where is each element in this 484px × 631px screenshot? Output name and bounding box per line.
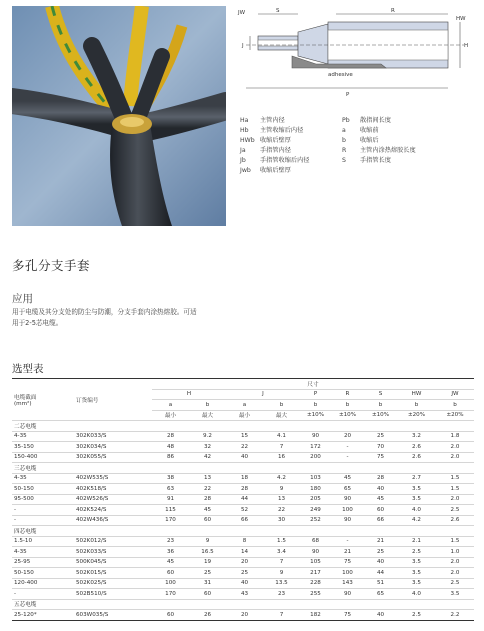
dimension-cell: 2.5	[397, 610, 436, 621]
dimension-cell: 3.5	[397, 578, 436, 589]
sub-header-limit: ±10%	[364, 410, 397, 421]
dimension-cell: 23	[152, 536, 189, 547]
dimension-cell: -	[331, 536, 364, 547]
dimension-cell: 45	[364, 494, 397, 505]
dimension-cell: 1.5	[436, 473, 474, 484]
cable-size-cell: 25-120*	[12, 610, 74, 621]
dimension-cell: 217	[300, 568, 331, 579]
order-number-cell: 302K034/S	[74, 442, 152, 453]
order-number-cell: 502K015/S	[74, 568, 152, 579]
sub-header-limit: 最大	[189, 410, 226, 421]
col-order-header: 订货编号	[74, 379, 152, 421]
dimension-cell: 28	[226, 484, 263, 495]
dim-header: P	[300, 389, 331, 400]
dimension-cell: 3.5	[436, 589, 474, 600]
table-row	[12, 568, 474, 579]
legend-row	[240, 146, 470, 156]
dimension-cell: 25	[189, 568, 226, 579]
label-hw: HW	[456, 16, 466, 22]
dimension-cell: 23	[263, 589, 300, 600]
table-row	[12, 589, 474, 600]
legend-row	[240, 116, 470, 126]
dimension-cell: 143	[331, 578, 364, 589]
table-row	[12, 484, 474, 495]
order-number-cell: 502B510/S	[74, 589, 152, 600]
dimension-cell: 4.2	[263, 473, 300, 484]
dimension-cell: 2.0	[436, 557, 474, 568]
dimension-cell: 45	[189, 505, 226, 516]
cable-size-cell: 95-500	[12, 494, 74, 505]
legend-abbr: S	[342, 157, 346, 165]
dimension-cell: 180	[300, 484, 331, 495]
selection-table-heading: 选型表	[12, 363, 44, 375]
dimension-cell: 19	[189, 557, 226, 568]
dimension-cell: 45	[331, 473, 364, 484]
dimension-cell: 63	[152, 484, 189, 495]
dimension-cell: 68	[300, 536, 331, 547]
order-number-cell: 402W526/S	[74, 494, 152, 505]
legend-desc: 散指间长度	[360, 117, 391, 124]
table-body	[12, 379, 474, 621]
dimension-cell: 2.1	[397, 536, 436, 547]
legend-desc: 主管内径	[260, 117, 285, 124]
order-number-cell: 500K045/S	[74, 557, 152, 568]
order-number-cell: 603W035/S	[74, 610, 152, 621]
dimension-cell: 16.5	[189, 547, 226, 558]
dimension-cell: 90	[300, 431, 331, 442]
dimension-cell: 13.5	[263, 578, 300, 589]
dimension-cell: 21	[331, 547, 364, 558]
label-p: P	[346, 92, 350, 98]
table-row	[12, 557, 474, 568]
dimension-cell: 65	[364, 589, 397, 600]
dimension-cell: 91	[152, 494, 189, 505]
dimension-cell: 3.5	[397, 484, 436, 495]
col-cable-label: 电缆截面	[14, 394, 37, 401]
dimension-cell: 51	[364, 578, 397, 589]
dimension-cell: 3.4	[263, 547, 300, 558]
dimension-cell: 2.2	[436, 610, 474, 621]
dimension-cell: 2.0	[436, 494, 474, 505]
sub-header-ab: a	[152, 400, 189, 411]
dimension-cell: 70	[364, 442, 397, 453]
dimension-cell: -	[331, 442, 364, 453]
cable-size-cell: 4-35	[12, 547, 74, 558]
sleeve-dimension-diagram	[236, 6, 474, 106]
dimension-cell: 4.0	[397, 589, 436, 600]
dimension-cell: 60	[189, 515, 226, 526]
dimension-cell: 20	[226, 557, 263, 568]
order-number-cell: 502K012/S	[74, 536, 152, 547]
dimension-cell: 4.0	[397, 505, 436, 516]
dimension-cell: 170	[152, 589, 189, 600]
dimension-cell: 1.5	[436, 484, 474, 495]
dimension-cell: 75	[364, 452, 397, 463]
dim-header: R	[331, 389, 364, 400]
dimension-cell: 2.0	[436, 568, 474, 579]
dimension-cell: 31	[189, 578, 226, 589]
application-line: 用于电缆及其分支处的防尘与防潮，分支手套内涂热熔胶。可适	[12, 308, 197, 316]
legend-desc: 手指管长度	[360, 157, 391, 165]
sub-header-ab: b	[397, 400, 436, 411]
legend-abbr: Ja	[240, 147, 246, 155]
dimension-cell: 25	[364, 431, 397, 442]
application-line: 用于2-5芯电缆。	[12, 318, 63, 327]
dimension-cell: 1.5	[263, 536, 300, 547]
dimension-cell: 4.2	[397, 515, 436, 526]
sub-header-limit: ±10%	[300, 410, 331, 421]
dimension-cell: 60	[152, 610, 189, 621]
dimension-cell: 66	[364, 515, 397, 526]
legend-desc: 主管内涂热熔胶长度	[360, 147, 416, 155]
dimension-cell: 2.6	[397, 452, 436, 463]
selection-table	[12, 378, 474, 621]
dimension-cell: 103	[300, 473, 331, 484]
dimension-cell: 100	[331, 505, 364, 516]
dimension-cell: 2.7	[397, 473, 436, 484]
dimension-cell: 1.0	[436, 547, 474, 558]
dimension-cell: 43	[226, 589, 263, 600]
table-row	[12, 431, 474, 442]
legend-desc: 收缩后壁厚	[260, 137, 291, 145]
legend-desc: 手指管收缩后内径	[260, 157, 310, 165]
dimension-cell: 205	[300, 494, 331, 505]
dimension-cell: 86	[152, 452, 189, 463]
dimension-cell: 13	[263, 494, 300, 505]
legend-desc: 手指管内径	[260, 147, 291, 155]
dimension-cell: 8	[226, 536, 263, 547]
sub-header-ab: b	[189, 400, 226, 411]
cable-size-cell: 4-35	[12, 473, 74, 484]
dimension-cell: 3.5	[397, 568, 436, 579]
cable-size-cell: 25-95	[12, 557, 74, 568]
dimension-cell: 9	[263, 568, 300, 579]
dimension-cell: 2.0	[436, 452, 474, 463]
legend-abbr: Jwb	[240, 167, 251, 175]
sub-header-limit: 最小	[152, 410, 189, 421]
order-number-cell: 502K033/S	[74, 547, 152, 558]
dimension-cell: 9	[263, 484, 300, 495]
dimension-cell: 2.0	[436, 442, 474, 453]
dimension-cell: 2.5	[436, 578, 474, 589]
legend-row	[240, 126, 470, 136]
legend-abbr: b	[342, 137, 346, 145]
group-label: 三芯电缆	[12, 463, 474, 474]
dimension-cell: 252	[300, 515, 331, 526]
dimension-cell: 40	[364, 610, 397, 621]
cable-size-cell: -	[12, 515, 74, 526]
dimension-cell: 45	[152, 557, 189, 568]
table-row	[12, 610, 474, 621]
dimension-cell: 32	[189, 442, 226, 453]
product-photo	[12, 6, 226, 226]
dimension-cell: 40	[364, 557, 397, 568]
col-cable-unit: (mm²)	[14, 400, 32, 407]
order-number-cell: 402K524/S	[74, 505, 152, 516]
dimension-cell: 25	[364, 547, 397, 558]
group-row	[12, 526, 474, 537]
order-number-cell: 502K025/S	[74, 578, 152, 589]
col-dims-header: 尺寸	[152, 379, 474, 390]
sub-header-limit: ±10%	[331, 410, 364, 421]
dimension-cell: 75	[331, 557, 364, 568]
legend-row	[240, 136, 470, 146]
dimension-cell: 38	[152, 473, 189, 484]
sub-header-ab: b	[300, 400, 331, 411]
label-r: R	[391, 8, 395, 14]
cable-size-cell: 150-400	[12, 452, 74, 463]
group-row	[12, 599, 474, 610]
dimension-cell: 90	[331, 589, 364, 600]
sub-header-ab: b	[436, 400, 474, 411]
dimension-cell: 26	[189, 610, 226, 621]
sub-header-limit: ±20%	[436, 410, 474, 421]
dimension-cell: 9	[189, 536, 226, 547]
table-row	[12, 536, 474, 547]
legend-abbr: HWb	[240, 137, 255, 145]
dimension-cell: 75	[331, 610, 364, 621]
dimension-cell: 4.1	[263, 431, 300, 442]
cable-size-cell: 50-150	[12, 568, 74, 579]
legend-row	[240, 156, 470, 166]
dimension-cell: 30	[263, 515, 300, 526]
legend-abbr: a	[342, 127, 346, 135]
cable-size-cell: 50-150	[12, 484, 74, 495]
dimension-cell: 44	[226, 494, 263, 505]
table-row	[12, 442, 474, 453]
dimension-cell: 2.6	[436, 515, 474, 526]
dimension-cell: 2.5	[397, 547, 436, 558]
product-title: 多孔分支手套	[12, 258, 91, 273]
label-j: J	[242, 43, 244, 49]
dimension-cell: 9.2	[189, 431, 226, 442]
dimension-cell: 3.2	[397, 431, 436, 442]
application-heading: 应用	[12, 293, 33, 305]
dim-header: H	[152, 389, 226, 400]
table-row	[12, 578, 474, 589]
dimension-cell: -	[331, 452, 364, 463]
cable-size-cell: 35-150	[12, 442, 74, 453]
order-number-cell: 302K033/S	[74, 431, 152, 442]
label-s: S	[276, 8, 280, 14]
table-row	[12, 473, 474, 484]
dimension-cell: 18	[226, 473, 263, 484]
dimension-cell: 22	[189, 484, 226, 495]
dim-header: JW	[436, 389, 474, 400]
dimension-cell: 255	[300, 589, 331, 600]
dim-header: J	[226, 389, 300, 400]
order-number-cell: 402W535/S	[74, 473, 152, 484]
dimension-cell: 60	[364, 505, 397, 516]
sub-header-limit: 最小	[226, 410, 263, 421]
dimension-cell: 249	[300, 505, 331, 516]
table-row	[12, 452, 474, 463]
dimension-cell: 20	[331, 431, 364, 442]
dimension-cell: 28	[364, 473, 397, 484]
group-label: 四芯电缆	[12, 526, 474, 537]
dimension-cell: 25	[226, 568, 263, 579]
dimension-cell: 21	[364, 536, 397, 547]
dimension-cell: 28	[152, 431, 189, 442]
group-label: 五芯电缆	[12, 599, 474, 610]
dimension-cell: 90	[331, 515, 364, 526]
dimension-cell: 48	[152, 442, 189, 453]
dimension-cell: 200	[300, 452, 331, 463]
dimension-cell: 42	[189, 452, 226, 463]
group-label: 二芯电缆	[12, 421, 474, 432]
dimension-cell: 13	[189, 473, 226, 484]
dimension-cell: 44	[364, 568, 397, 579]
dimension-cell: 40	[226, 578, 263, 589]
dimension-cell: 40	[226, 452, 263, 463]
dimension-cell: 28	[189, 494, 226, 505]
dimension-cell: 36	[152, 547, 189, 558]
table-row	[12, 494, 474, 505]
dimension-cell: 170	[152, 515, 189, 526]
table-row	[12, 515, 474, 526]
dimension-cell: 52	[226, 505, 263, 516]
dimension-cell: 100	[331, 568, 364, 579]
dimension-cell: 40	[364, 484, 397, 495]
legend-abbr: R	[342, 147, 347, 155]
table-row	[12, 547, 474, 558]
dimension-cell: 7	[263, 557, 300, 568]
dimension-cell: 1.8	[436, 431, 474, 442]
dimension-cell: 90	[300, 547, 331, 558]
group-row	[12, 463, 474, 474]
dimension-cell: 60	[189, 589, 226, 600]
dim-header: HW	[397, 389, 436, 400]
dimension-cell: 20	[226, 610, 263, 621]
dim-header: S	[364, 389, 397, 400]
sub-header-ab: a	[226, 400, 263, 411]
col-cable-header	[12, 379, 74, 421]
dimension-cell: 3.5	[397, 557, 436, 568]
legend-desc: 收缩后壁厚	[260, 167, 291, 175]
table-row	[12, 505, 474, 516]
legend-desc: 主管收缩后内径	[260, 127, 304, 135]
dimension-cell: 60	[152, 568, 189, 579]
dimension-cell: 7	[263, 442, 300, 453]
cable-size-cell: -	[12, 589, 74, 600]
label-h: H	[464, 43, 469, 49]
dimension-cell: 65	[331, 484, 364, 495]
dimension-cell: 2.5	[436, 505, 474, 516]
legend-row	[240, 166, 470, 176]
application-text	[12, 307, 312, 328]
dimension-cell: 228	[300, 578, 331, 589]
legend-desc: 收缩前	[360, 127, 379, 135]
dimension-cell: 16	[263, 452, 300, 463]
dimension-cell: 66	[226, 515, 263, 526]
dimension-cell: 105	[300, 557, 331, 568]
dimension-cell: 115	[152, 505, 189, 516]
label-jw: JW	[238, 10, 246, 16]
legend-abbr: Ha	[240, 117, 249, 124]
dimension-cell: 22	[226, 442, 263, 453]
dimension-cell: 22	[263, 505, 300, 516]
dimension-cell: 100	[152, 578, 189, 589]
dimension-cell: 90	[331, 494, 364, 505]
group-row	[12, 421, 474, 432]
dimension-cell: 14	[226, 547, 263, 558]
cable-size-cell: 4-35	[12, 431, 74, 442]
legend-abbr: Jb	[240, 157, 246, 165]
dimension-cell: 7	[263, 610, 300, 621]
legend-abbr: Pb	[342, 117, 350, 124]
sub-header-limit: ±20%	[397, 410, 436, 421]
label-adhesive: adhesive	[328, 72, 353, 78]
cable-size-cell: 1.5-10	[12, 536, 74, 547]
dimension-legend	[240, 116, 470, 177]
sub-header-ab: b	[331, 400, 364, 411]
legend-abbr: Hb	[240, 127, 249, 135]
sub-header-ab: b	[364, 400, 397, 411]
dimension-cell: 1.5	[436, 536, 474, 547]
order-number-cell: 402K518/S	[74, 484, 152, 495]
dimension-cell: 15	[226, 431, 263, 442]
dimension-cell: 172	[300, 442, 331, 453]
sub-header-ab: b	[263, 400, 300, 411]
cable-size-cell: 120-400	[12, 578, 74, 589]
order-number-cell: 302K055/S	[74, 452, 152, 463]
cable-size-cell: -	[12, 505, 74, 516]
sub-header-limit: 最大	[263, 410, 300, 421]
order-number-cell: 402W436/S	[74, 515, 152, 526]
dimension-cell: 2.6	[397, 442, 436, 453]
dimension-cell: 182	[300, 610, 331, 621]
legend-desc: 收缩后	[360, 137, 379, 145]
dimension-cell: 3.5	[397, 494, 436, 505]
